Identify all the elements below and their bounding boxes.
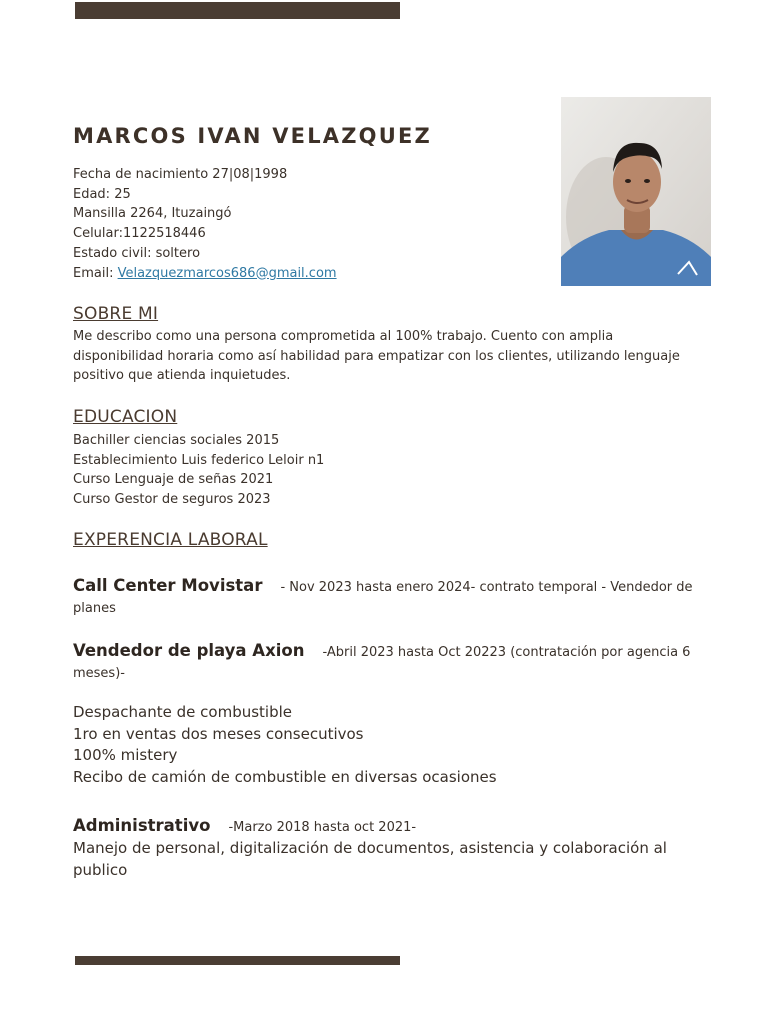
- task-item: 1ro en ventas dos meses consecutivos: [73, 724, 364, 743]
- administrativo-description: Manejo de personal, digitalización de documentos, asistencia y colaboración al publico: [73, 839, 667, 879]
- education-item: Curso Lenguaje de señas 2021: [73, 472, 274, 488]
- resume-name: MARCOS IVAN VELAZQUEZ: [73, 124, 432, 148]
- job-title: Administrativo: [73, 816, 211, 835]
- address: Mansilla 2264, Ituzaingó: [73, 206, 232, 222]
- bottom-decorative-bar: [75, 956, 400, 965]
- education-item: Curso Gestor de seguros 2023: [73, 491, 271, 507]
- top-decorative-bar: [75, 2, 400, 19]
- task-item: 100% mistery: [73, 746, 178, 764]
- task-item: Recibo de camión de combustible en diversas ocasiones: [73, 767, 497, 786]
- education-list: [73, 431, 324, 509]
- phone: Celular:1122518446: [73, 226, 206, 242]
- email-label: Email:: [73, 265, 118, 281]
- personal-info: [73, 165, 337, 283]
- job-detail: - Nov 2023 hasta enero 2024- contrato temporal - Vendedor de planes: [73, 580, 693, 616]
- email-link[interactable]: Velazquezmarcos686@gmail.com: [117, 265, 337, 281]
- job-detail: -Marzo 2018 hasta oct 2021-: [228, 820, 417, 835]
- civil-status: Estado civil: soltero: [73, 245, 201, 261]
- job-title: Call Center Movistar: [73, 576, 263, 595]
- profile-photo: [561, 97, 711, 286]
- age: Edad: 25: [73, 186, 131, 202]
- task-item: Despachante de combustible: [73, 703, 293, 721]
- about-text: Me describo como una persona comprometida al 100% trabajo. Cuento con amplia disponibilidad horaria como así habilidad para empatizar con los clientes, utilizando lenguaje positivo que atienda inquietudes.: [73, 329, 680, 383]
- birth-date: Fecha de nacimiento 27|08|1998: [73, 167, 288, 182]
- job-axion: [73, 640, 693, 684]
- education-heading: EDUCACION: [73, 407, 178, 427]
- education-item: Establecimiento Luis federico Leloir n1: [73, 452, 325, 468]
- job-administrativo: [73, 815, 693, 838]
- job-call-center: [73, 575, 693, 619]
- email-row: [73, 264, 337, 284]
- axion-tasks: [73, 702, 693, 788]
- job-title: Vendedor de playa Axion: [73, 641, 305, 660]
- job-detail: -Abril 2023 hasta Oct 20223 (contratación por agencia 6 meses)-: [73, 645, 691, 681]
- about-heading: SOBRE MI: [73, 304, 159, 324]
- education-item: Bachiller ciencias sociales 2015: [73, 433, 280, 448]
- experience-heading: EXPERENCIA LABORAL: [73, 530, 268, 550]
